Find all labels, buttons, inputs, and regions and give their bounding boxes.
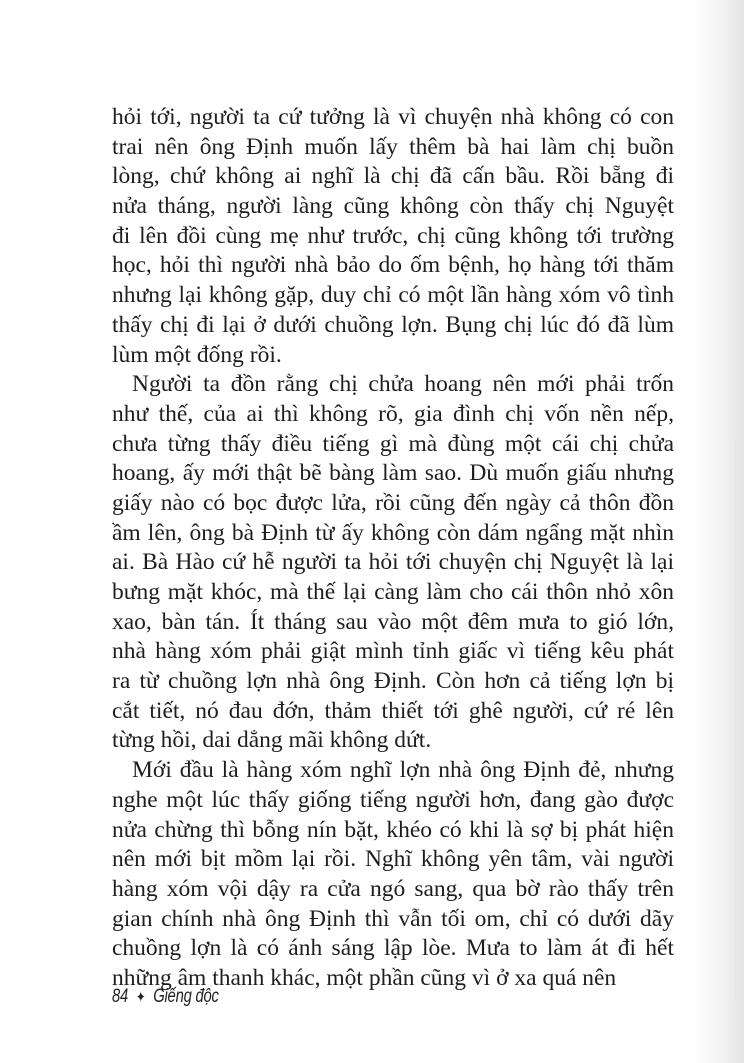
- text-line: giấy nào có bọc được lửa, rồi cũng đến ngày cả thôn đồn: [112, 489, 674, 516]
- text-line: lòng, chứ không ai nghĩ là chị đã cấn bầu. Rồi bẵng đi: [112, 163, 674, 190]
- text-line: Mới đầu là hàng xóm nghĩ lợn nhà ông Định đẻ, nhưng: [132, 757, 674, 784]
- body-text: [112, 103, 674, 994]
- text-line: hàng xóm vội dậy ra cửa ngó sang, qua bờ rào thấy trên: [112, 875, 674, 902]
- text-line: nên mới bịt mồm lại rồi. Nghĩ không yên tâm, vài người: [112, 846, 674, 873]
- text-line: ai. Bà Hào cứ hễ người ta hỏi tới chuyện chị Nguyệt là lại: [112, 549, 674, 576]
- text-line: chuồng lợn là có ánh sáng lập lòe. Mưa to làm át đi hết: [112, 935, 674, 962]
- text-line: nghe một lúc thấy giống tiếng người hơn, đang gào được: [112, 786, 674, 813]
- text-line: ầm lên, ông bà Định từ ấy không còn dám ngẩng mặt nhìn: [112, 519, 674, 546]
- text-line: những âm thanh khác, một phần cũng vì ở xa quá nên: [112, 964, 617, 991]
- text-line: bưng mặt khóc, mà thế lại càng làm cho cái thôn nhỏ xôn: [112, 579, 674, 605]
- text-line: nhà hàng xóm phải giật mình tỉnh giấc vì tiếng kêu phát: [112, 638, 674, 665]
- text-line: Người ta đồn rằng chị chửa hoang nên mới phải trốn: [132, 371, 674, 398]
- paragraph: [112, 756, 674, 994]
- text-line: học, hỏi thì người nhà bảo do ốm bệnh, họ hàng tới thăm: [112, 252, 674, 279]
- text-line: nửa chừng thì bỗng nín bặt, khéo có khi là sợ bị phát hiện: [112, 816, 674, 843]
- text-line: chưa từng thấy điều tiếng gì mà đùng một cái chị chửa: [112, 430, 674, 457]
- text-line: xao, bàn tán. Ít tháng sau vào một đêm mưa to gió lớn,: [112, 608, 674, 635]
- text-line: nửa tháng, người làng cũng không còn thấy chị Nguyệt: [112, 193, 674, 220]
- text-line: gian chính nhà ông Định thì vẫn tối om, chỉ có dưới dãy: [112, 905, 674, 932]
- text-line: nhưng lại không gặp, duy chỉ có một lần hàng xóm vô tình: [112, 282, 674, 309]
- text-line: từng hồi, dai dẳng mãi không dứt.: [112, 727, 432, 754]
- text-line: ra từ chuồng lợn nhà ông Định. Còn hơn cả tiếng lợn bị: [112, 668, 674, 695]
- page-number: 84: [112, 986, 129, 1007]
- text-line: cắt tiết, nó đau đớn, thảm thiết tới ghê người, cứ ré lên: [112, 697, 674, 724]
- book-title: Giếng độc: [153, 986, 219, 1007]
- page-footer: [112, 986, 219, 1008]
- paragraph: [112, 103, 674, 370]
- paragraph: [112, 370, 674, 756]
- text-line: như thế, của ai thì không rõ, gia đình chị vốn nền nếp,: [112, 400, 674, 427]
- text-line: hoang, ấy mới thật bẽ bàng làm sao. Dù muốn giấu nhưng: [112, 460, 674, 487]
- page-edge-shadow: [735, 440, 736, 1000]
- text-line: trai nên ông Định muốn lấy thêm bà hai làm chị buồn: [112, 133, 674, 160]
- text-line: thấy chị đi lại ở dưới chuồng lợn. Bụng chị lúc đó đã lùm: [112, 311, 674, 338]
- text-line: hỏi tới, người ta cứ tưởng là vì chuyện nhà không có con: [112, 104, 674, 130]
- text-line: lùm một đống rồi.: [112, 341, 282, 368]
- separator-icon: ✦: [135, 989, 146, 1006]
- text-line: đi lên đồi cùng mẹ như trước, chị cũng không tới trường: [112, 222, 674, 249]
